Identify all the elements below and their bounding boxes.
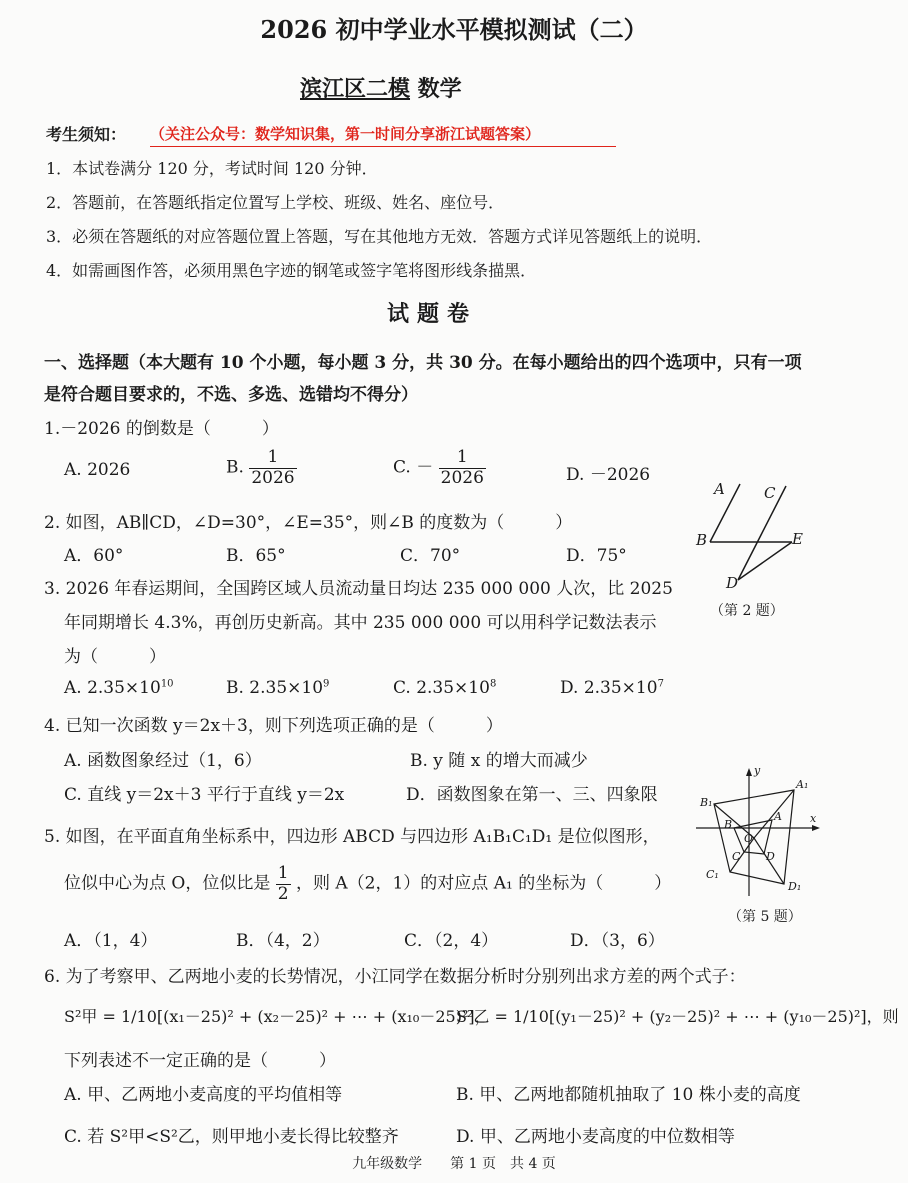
q1-option-c-prefix: C. － (393, 457, 434, 478)
notice-item-1: 1．本试卷满分 120 分，考试时间 120 分钟． (46, 159, 378, 178)
q3-line2: 年同期增长 4.3%，再创历史新高。其中 235 000 000 可以用科学记数法表示 (64, 613, 657, 633)
q1-option-c-fraction (439, 448, 486, 488)
q3-option-b (226, 678, 329, 698)
q3-option-d (560, 678, 664, 698)
q3-line3: 为（ ） (64, 647, 166, 667)
q5-option-d: D．（3，6） (570, 931, 665, 951)
q5-label-b1: B₁ (700, 796, 713, 809)
q3-option-a-exponent: 10 (160, 678, 174, 690)
q2-option-b: B．65° (226, 546, 286, 566)
fraction-numerator: 1 (249, 448, 296, 469)
q2-label-e: E (792, 530, 803, 548)
page-footer: 九年级数学 第 1 页 共 4 页 (352, 1156, 556, 1172)
q5-option-b: B．（4，2） (236, 931, 330, 951)
q6-option-a: A. 甲、乙两地小麦高度的平均值相等 (64, 1085, 343, 1105)
q2-option-c: C．70° (400, 546, 461, 566)
q1-option-b-fraction (249, 448, 296, 488)
q2-label-c: C (764, 484, 776, 502)
q5-label-a: A (774, 810, 782, 823)
q4-option-a: A. 函数图象经过（1，6） (64, 751, 262, 771)
q5-line2-suffix: ，则 A（2，1）的对应点 A₁ 的坐标为（ ） (295, 873, 672, 894)
notice-item-3: 3．必须在答题纸的对应答题位置上答题，写在其他地方无效．答题方式详见答题纸上的说明． (46, 227, 713, 246)
q5-ratio-fraction (276, 864, 291, 904)
fraction-numerator: 1 (439, 448, 486, 469)
q5-label-o: O (744, 832, 754, 845)
q5-figure (692, 762, 826, 902)
q6-option-b: B. 甲、乙两地都随机抽取了 10 株小麦的高度 (456, 1085, 801, 1105)
q5-caption: （第 5 题） (728, 909, 802, 925)
q3-option-d-base: D. 2.35×10 (560, 678, 658, 698)
q6-option-d: D. 甲、乙两地小麦高度的中位数相等 (456, 1127, 735, 1147)
q3-option-b-exponent: 9 (323, 678, 330, 690)
q5-label-c: C (732, 850, 741, 863)
q2-label-d: D (726, 574, 739, 592)
q3-option-b-base: B. 2.35×10 (226, 678, 324, 698)
promo-text: （关注公众号：数学知识集，第一时间分享浙江试题答案） (150, 125, 541, 143)
fraction-numerator: 1 (277, 863, 289, 883)
q6-line1: 6. 为了考察甲、乙两地小麦的长势情况，小江同学在数据分析时分别列出求方差的两个式子： (44, 967, 746, 987)
q5-label-x: x (810, 812, 817, 825)
fraction-denominator: 2 (277, 883, 289, 904)
fraction-denominator: 2026 (440, 467, 484, 488)
q3-option-d-exponent: 7 (657, 678, 664, 690)
q2-line-ed (738, 542, 792, 580)
q4-option-c: C. 直线 y＝2x＋3 平行于直线 y＝2x (64, 785, 345, 805)
notice-item-4: 4．如需画图作答，必须用黑色字迹的钢笔或签字笔将图形线条描黑． (46, 261, 537, 280)
q6-line3: 下列表述不一定正确的是（ ） (64, 1051, 336, 1071)
notice-item-2: 2．答题前，在答题纸指定位置写上学校、班级、姓名、座位号． (46, 193, 505, 212)
q5-label-a1: A₁ (796, 778, 809, 791)
q6-option-c: C. 若 S²甲<S²乙，则甲地小麦长得比较整齐 (64, 1127, 399, 1147)
exam-subtitle (300, 72, 462, 103)
q2-line-cd (738, 486, 786, 580)
q5-label-b: B (724, 818, 733, 831)
q1-option-c (393, 448, 486, 488)
q3-option-a (64, 678, 174, 698)
q2-stem: 2. 如图，AB∥CD，∠D=30°，∠E=35°，则∠B 的度数为（ ） (44, 513, 573, 533)
notice-label: 考生须知： (46, 125, 127, 144)
promo-underline (150, 146, 616, 147)
q4-stem: 4. 已知一次函数 y＝2x＋3，则下列选项正确的是（ ） (44, 716, 503, 736)
q5-line2 (64, 864, 671, 904)
q1-option-b (226, 448, 297, 488)
q3-option-c (393, 678, 496, 698)
q2-option-d: D．75° (566, 546, 627, 566)
district-label: 滨江区二模 (300, 77, 411, 102)
q1-option-d: D. －2026 (566, 465, 651, 485)
part1-header-line2: 是符合题目要求的，不选、多选、选错均不得分） (44, 385, 418, 405)
q2-figure (688, 476, 818, 596)
exam-title: 2026 初中学业水平模拟测试（二） (260, 15, 648, 44)
q6-formula-yi: S²乙 = 1/10[(y₁－25)² + (y₂－25)² + ⋯ + (y₁₀－25)²]，则 (456, 1007, 899, 1026)
fraction-denominator: 2026 (251, 467, 295, 488)
q2-label-a: A (714, 480, 725, 498)
q1-stem: 1.－2026 的倒数是（ ） (44, 419, 279, 439)
q5-x-arrow (812, 825, 820, 831)
q5-line2-prefix: 位似中心为点 O，位似比是 (64, 873, 271, 894)
q3-line1: 3. 2026 年春运期间，全国跨区域人员流动量日均达 235 000 000 人次，比 2025 (44, 579, 673, 599)
subject-label: 数学 (410, 76, 462, 102)
q5-label-y: y (754, 764, 761, 777)
section-title: 试题卷 (387, 301, 478, 327)
q3-option-c-exponent: 8 (489, 678, 497, 690)
q4-option-b: B. y 随 x 的增大而减少 (410, 751, 588, 771)
q5-label-d: D (766, 850, 775, 863)
q1-option-a: A. 2026 (64, 460, 131, 480)
part1-header-line1: 一、选择题（本大题有 10 个小题，每小题 3 分，共 30 分。在每小题给出的四个选项中，只有一项 (44, 353, 802, 373)
q6-formula-jia: S²甲 = 1/10[(x₁－25)² + (x₂－25)² + ⋯ + (x₁₀－25)²]， (64, 1007, 491, 1026)
q5-label-d1: D₁ (788, 880, 802, 893)
q5-line1: 5. 如图，在平面直角坐标系中，四边形 ABCD 与四边形 A₁B₁C₁D₁ 是位似图形， (44, 827, 660, 847)
q5-option-a: A．（1，4） (64, 931, 158, 951)
q1-option-b-prefix: B. (226, 457, 244, 478)
q3-option-a-base: A. 2.35×10 (64, 678, 161, 698)
q5-label-c1: C₁ (706, 868, 719, 881)
q2-label-b: B (696, 531, 708, 549)
q2-caption: （第 2 题） (710, 603, 784, 619)
q5-option-c: C．（2，4） (404, 931, 499, 951)
q3-option-c-base: C. 2.35×10 (393, 678, 490, 698)
q5-y-arrow (746, 768, 752, 776)
q2-option-a: A．60° (64, 546, 124, 566)
q4-option-d: D．函数图象在第一、三、四象限 (406, 785, 658, 805)
